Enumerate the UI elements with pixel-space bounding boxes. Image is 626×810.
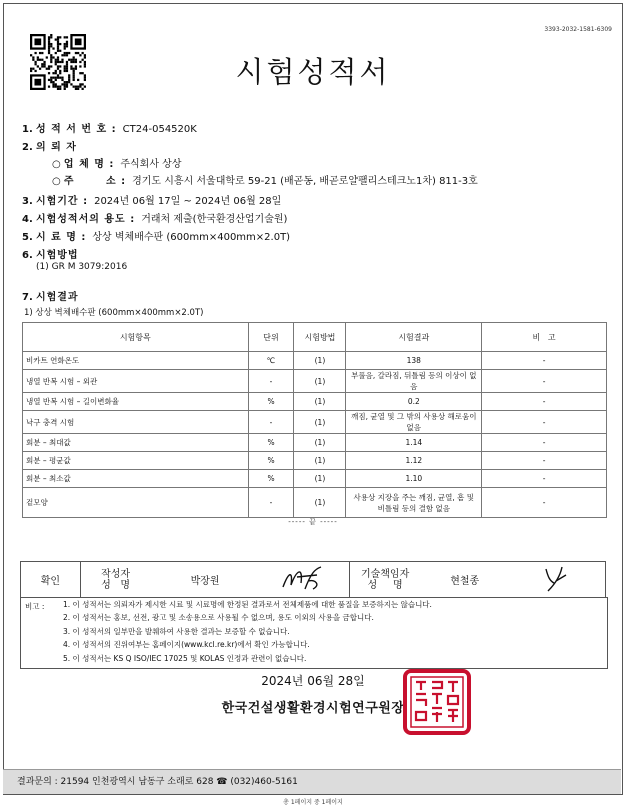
cell-item: 회분 – 최소값 xyxy=(23,470,249,488)
page-number: 총 1페이지 중 1페이지 xyxy=(283,799,343,806)
cell-result: 1.10 xyxy=(346,470,482,488)
cert-number-row: 1. 성 적 서 번 호 : CT24-054520K xyxy=(22,124,197,135)
cell-unit: % xyxy=(248,393,294,411)
cell-item: 낙구 충격 시험 xyxy=(23,411,249,434)
cell-unit: ℃ xyxy=(248,352,294,370)
cell-unit: % xyxy=(248,452,294,470)
method-heading: 6. 시험방법 xyxy=(22,250,79,261)
page-title: 시험성적서 xyxy=(235,55,391,89)
header-unit: 단위 xyxy=(248,323,294,352)
cell-remark: - xyxy=(482,411,607,434)
cell-item: 냉열 반복 시험 – 길이변화율 xyxy=(23,393,249,411)
address-value: 경기도 시흥시 서울대학로 59-21 (배곧동, 배곧로얄팰리스테크노1차) 811-3호 xyxy=(132,176,478,187)
cell-remark: - xyxy=(482,434,607,452)
cell-method: (1) xyxy=(294,488,346,518)
cell-remark: - xyxy=(482,470,607,488)
cell-item: 냉열 반복 시험 – 외관 xyxy=(23,370,249,393)
address-row: ○ 주 소 : 경기도 시흥시 서울대학로 59-21 (배곧동, 배곧로얄팰리스테크노1차) 811-3호 xyxy=(52,176,478,187)
method-value: (1) GR M 3079:2016 xyxy=(36,262,128,272)
cell-remark: - xyxy=(482,370,607,393)
sample-value: 상상 벽체배수판 (600mm×400mm×2.0T) xyxy=(92,232,291,243)
table-row xyxy=(23,434,607,452)
issue-date: 2024년 06월 28일 xyxy=(261,674,365,688)
approver-name: 현철종 xyxy=(420,562,510,598)
test-period-row: 3. 시험기간 : 2024년 06월 17일 ~ 2024년 06월 28일 xyxy=(22,196,282,207)
cert-number-value: CT24-054520K xyxy=(122,124,197,135)
cell-remark: - xyxy=(482,393,607,411)
cell-result: 138 xyxy=(346,352,482,370)
company-value: 주식회사 상상 xyxy=(120,159,182,170)
end-mark: ----- 끝 ----- xyxy=(288,518,338,526)
cell-method: (1) xyxy=(294,393,346,411)
footer-contact: 결과문의 : 21594 인천광역시 남동구 소래로 628 ☎ (032)460-5161 xyxy=(17,777,298,787)
header-test-item: 시험항목 xyxy=(23,323,249,352)
writer-name: 박장원 xyxy=(150,562,260,598)
remarks-box xyxy=(20,597,608,669)
client-heading: 2. 의 뢰 자 xyxy=(22,142,77,153)
header-result: 시험결과 xyxy=(346,323,482,352)
table-row xyxy=(23,488,607,518)
remark-item: 5. 이 성적서는 KS Q ISO/IEC 17025 및 KOLAS 인정과 관련이 없습니다. xyxy=(63,653,307,663)
table-row xyxy=(23,393,607,411)
remark-item: 3. 이 성적서의 일부만을 발췌하여 사용한 결과는 보증할 수 없습니다. xyxy=(63,626,290,636)
official-seal-icon xyxy=(402,668,472,736)
cell-method: (1) xyxy=(294,352,346,370)
table-row xyxy=(23,470,607,488)
cell-method: (1) xyxy=(294,452,346,470)
cell-remark: - xyxy=(482,452,607,470)
remarks-label: 비고 : xyxy=(25,602,45,611)
cell-unit: - xyxy=(248,370,294,393)
cell-remark: - xyxy=(482,352,607,370)
remark-item: 2. 이 성적서는 홍보, 선전, 광고 및 소송용으로 사용될 수 없으며, 용도 이외의 사용을 금합니다. xyxy=(63,613,374,623)
cell-result: 부풀음, 갈라짐, 뒤틀림 등의 이상이 없음 xyxy=(346,370,482,393)
cell-method: (1) xyxy=(294,411,346,434)
approver-label: 기술책임자 성 명 xyxy=(350,562,420,598)
cell-unit: - xyxy=(248,411,294,434)
purpose-value: 거래처 제출(한국환경산업기술원) xyxy=(141,214,288,225)
header-method: 시험방법 xyxy=(294,323,346,352)
cell-item: 겉모양 xyxy=(23,488,249,518)
cell-result: 깨짐, 균열 및 그 밖의 사용상 해로움이 없음 xyxy=(346,411,482,434)
sample-row: 5. 시 료 명 : 상상 벽체배수판 (600mm×400mm×2.0T) xyxy=(22,232,291,243)
cell-method: (1) xyxy=(294,370,346,393)
cell-item: 회분 – 최대값 xyxy=(23,434,249,452)
purpose-row: 4. 시험성적서의 용도 : 거래처 제출(한국환경산업기술원) xyxy=(22,214,288,225)
cell-result: 사용상 지장을 주는 깨짐, 균열, 흠 및 비틀림 등의 결함 없음 xyxy=(346,488,482,518)
cell-item: 회분 – 평균값 xyxy=(23,452,249,470)
organization-name: 한국건설생활환경시험연구원장 xyxy=(221,701,405,716)
approver-signature xyxy=(510,562,606,598)
cell-remark: - xyxy=(482,488,607,518)
cell-unit: - xyxy=(248,488,294,518)
cell-result: 1.14 xyxy=(346,434,482,452)
footer-bar xyxy=(3,769,621,794)
company-row: ○ 업 체 명 : 주식회사 상상 xyxy=(52,159,182,170)
cell-result: 0.2 xyxy=(346,393,482,411)
table-row xyxy=(23,411,607,434)
table-row xyxy=(23,452,607,470)
cell-method: (1) xyxy=(294,470,346,488)
remark-item: 1. 이 성적서는 의뢰자가 제시한 시료 및 시료명에 한정된 결과로서 전체제품에 대한 품질을 보증하지는 않습니다. xyxy=(63,600,432,609)
results-heading: 7. 시험결과 xyxy=(22,292,79,303)
cell-result: 1.12 xyxy=(346,452,482,470)
header-remark: 비 고 xyxy=(482,323,607,352)
writer-label: 작성자 성 명 xyxy=(80,562,150,598)
signature-table xyxy=(20,561,606,598)
results-table xyxy=(22,322,607,518)
table-header-row xyxy=(23,323,607,352)
test-period-value: 2024년 06월 17일 ~ 2024년 06월 28일 xyxy=(94,196,282,207)
cell-method: (1) xyxy=(294,434,346,452)
writer-signature xyxy=(260,562,350,598)
table-row xyxy=(23,352,607,370)
results-subtitle: 1) 상상 벽체배수판 (600mm×400mm×2.0T) xyxy=(24,308,204,318)
cell-unit: % xyxy=(248,470,294,488)
table-row xyxy=(23,370,607,393)
cell-item: 비카트 연화온도 xyxy=(23,352,249,370)
remark-item: 4. 이 성적서의 진위여부는 홈페이지(www.kcl.re.kr)에서 확인 가능합니다. xyxy=(63,640,310,650)
document-number: 3393-2032-1581-6309 xyxy=(544,26,612,33)
confirm-label: 확인 xyxy=(21,562,81,598)
cell-unit: % xyxy=(248,434,294,452)
